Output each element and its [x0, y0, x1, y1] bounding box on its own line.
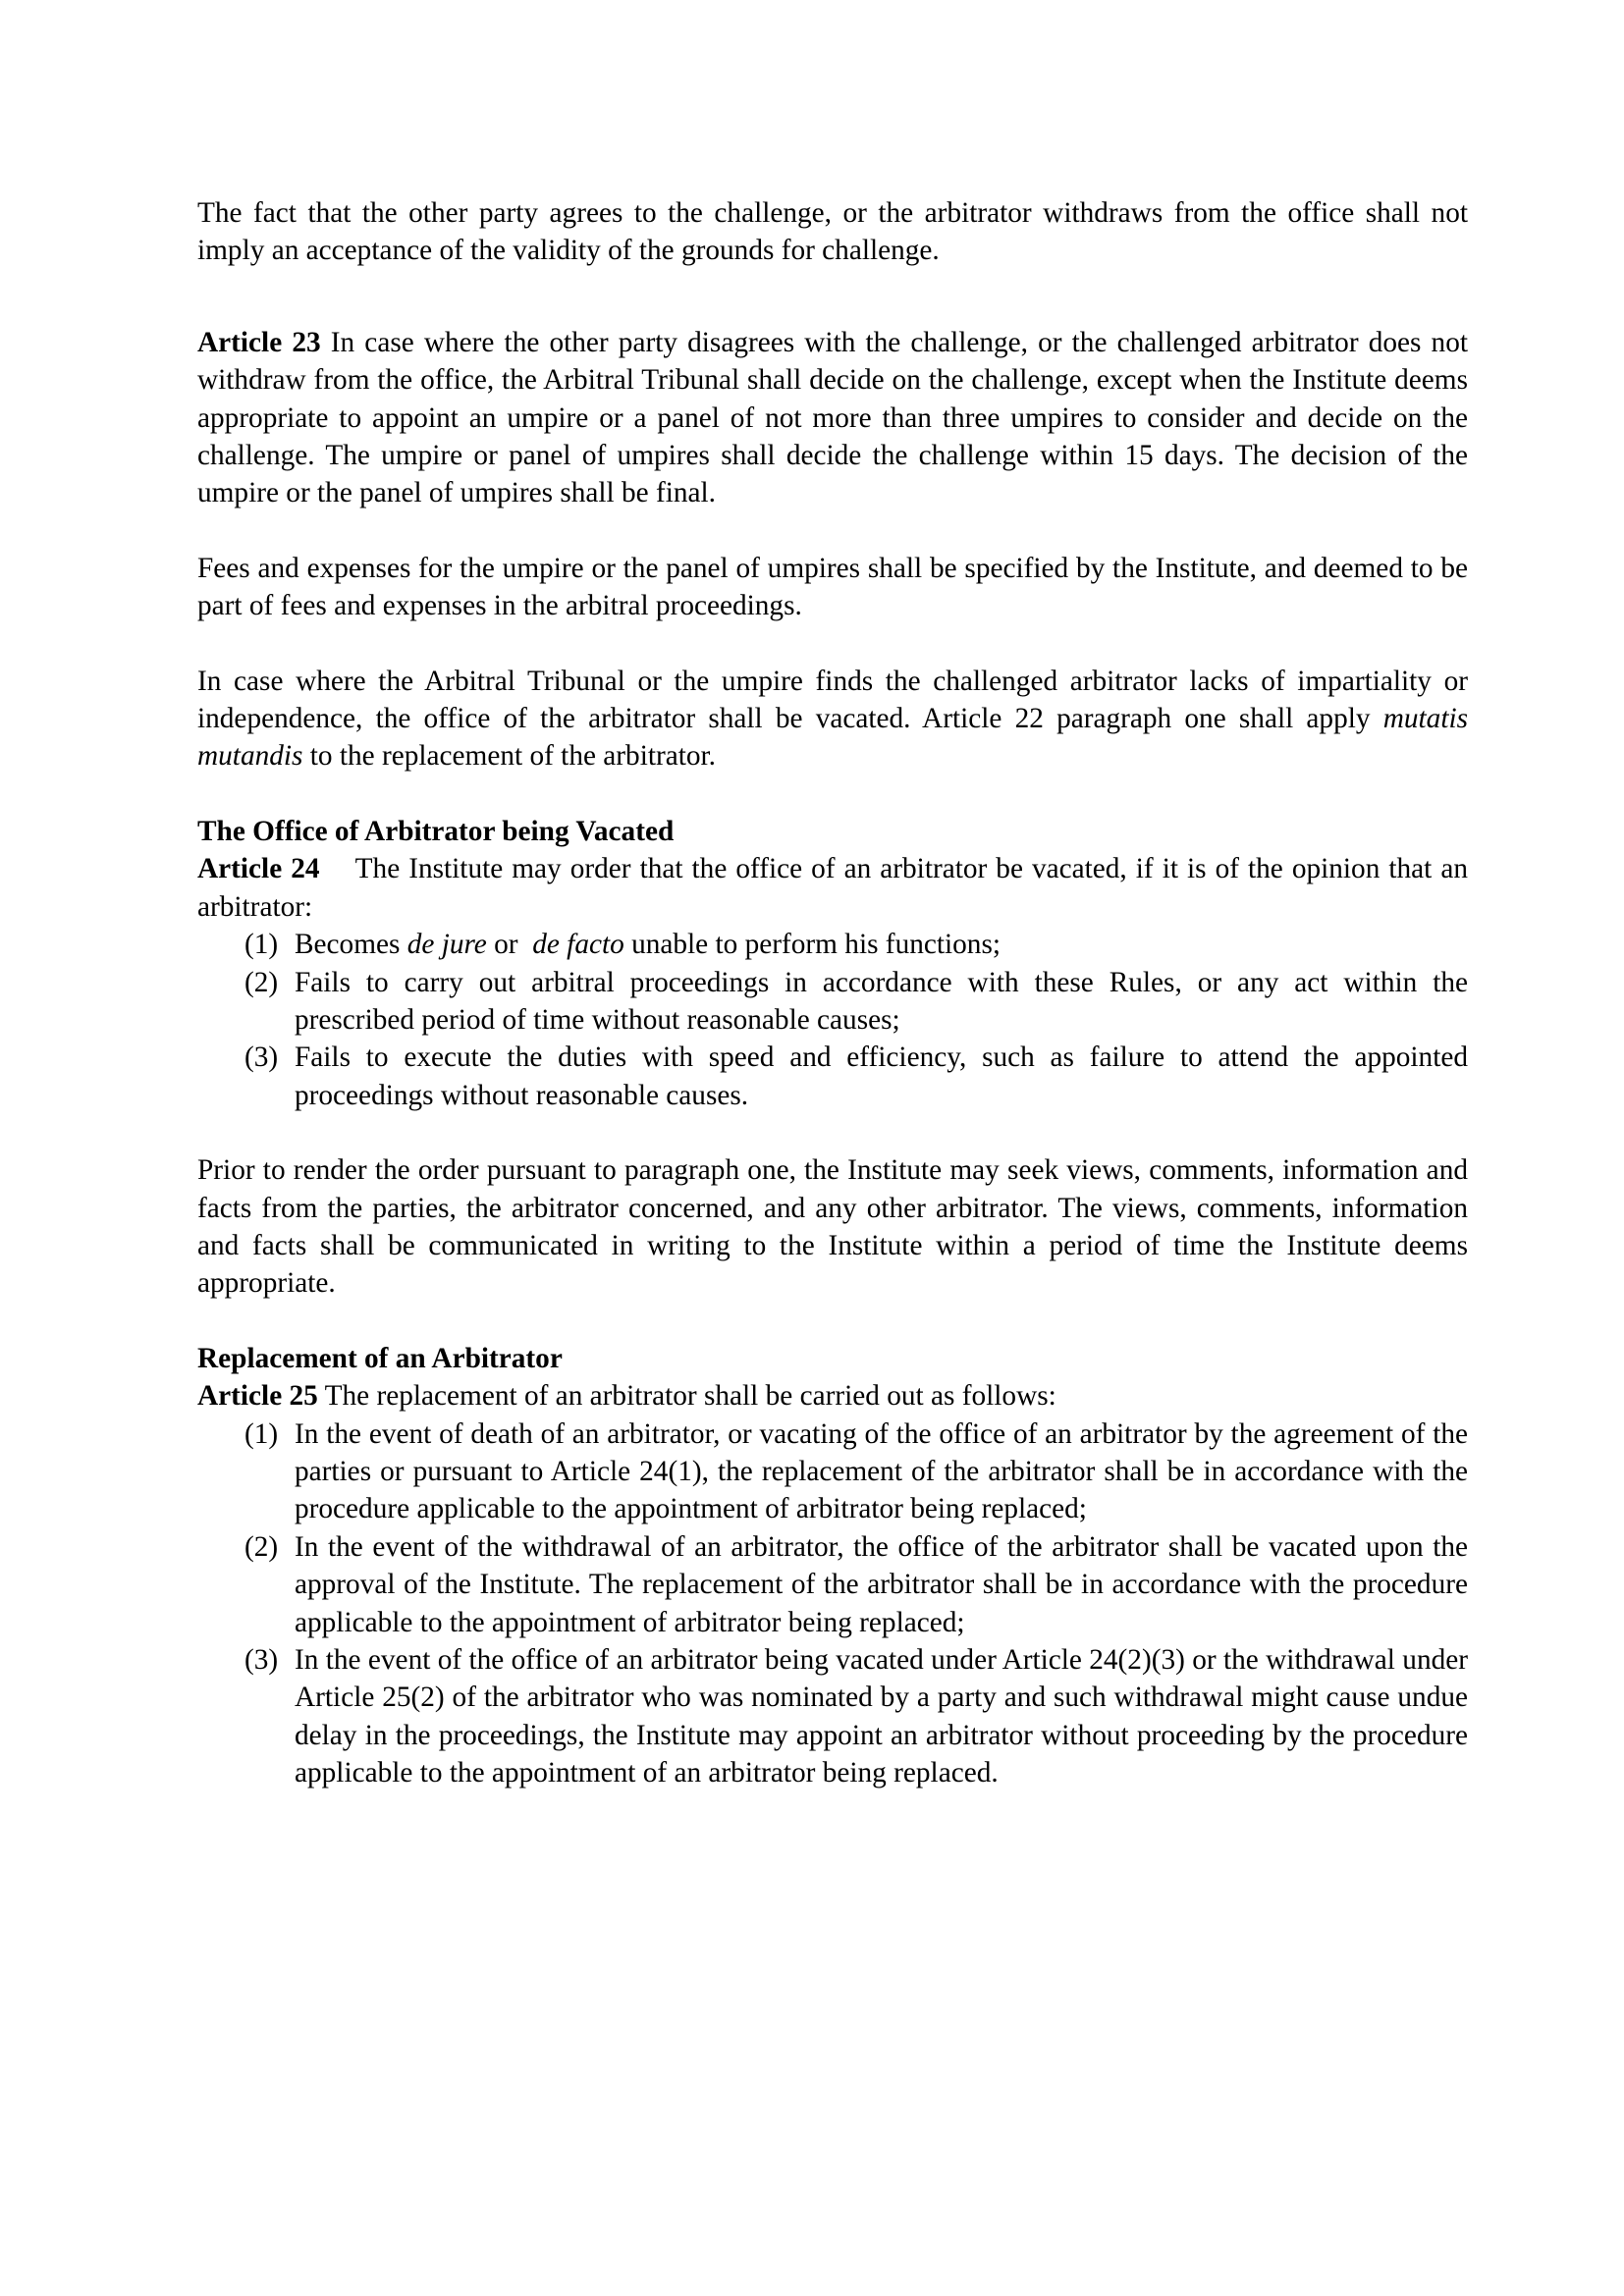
- article-24-list: [197, 926, 1468, 1114]
- paragraph-vacated-text-1: In case where the Arbitral Tribunal or the umpire finds the challenged arbitrator lacks of impartiality or independence, the office of the arbitrator shall be vacated. Article 22 paragraph one shall apply: [197, 665, 1468, 735]
- list-item-text: unable to perform his functions;: [623, 929, 1001, 961]
- article-25-list: [197, 1415, 1468, 1792]
- list-item-text: Fails to execute the duties with speed and efficiency, such as failure to attend the appointed proceedings without reasonable causes.: [295, 1041, 1468, 1111]
- list-item-number: (2): [244, 1530, 279, 1563]
- list-item-number: (1): [244, 1417, 279, 1450]
- article-23-label: Article 23: [197, 326, 321, 358]
- list-item: [197, 964, 1468, 1040]
- paragraph-vacated: [197, 663, 1468, 775]
- article-24-paragraph: [197, 850, 1468, 926]
- list-item-text: In the event of the withdrawal of an arbitrator, the office of the arbitrator shall be vacated upon the approval of the Institute. The replacement of the arbitrator shall be in accordance with the procedure applicable to the appointment of arbitrator being replaced;: [295, 1530, 1468, 1638]
- article-23-paragraph: [197, 324, 1468, 512]
- article-24-label: Article 24: [197, 853, 320, 885]
- paragraph-fees: Fees and expenses for the umpire or the panel of umpires shall be specified by the Institute, and deemed to be part of fees and expenses in the arbitral proceedings.: [197, 552, 1468, 622]
- article-23-text: In case where the other party disagrees with the challenge, or the challenged arbitrator does not withdraw from the office, the Arbitral Tribunal shall decide on the challenge, except when the Institute deems appropriate to appoint an umpire or a panel of not more than three umpires to consider and decide on the challenge. The umpire or panel of umpires shall decide the challenge within 15 days. The decision of the umpire or the panel of umpires shall be final.: [197, 326, 1468, 509]
- paragraph-prior-to-order: Prior to render the order pursuant to paragraph one, the Institute may seek views, comments, information and facts from the parties, the arbitrator concerned, and any other arbitrator. The views, comments, information and facts shall be communicated in writing to the Institute within a period of time the Institute deems appropriate.: [197, 1154, 1468, 1300]
- list-item: [197, 926, 1468, 963]
- list-item-number: (3): [244, 1644, 279, 1676]
- list-item: [197, 1641, 1468, 1792]
- section-heading-replacement: Replacement of an Arbitrator: [197, 1342, 563, 1374]
- article-25-label: Article 25: [197, 1380, 318, 1413]
- list-item-text: In the event of the office of an arbitrator being vacated under Article 24(2)(3) or the withdrawal under Article 25(2) of the arbitrator who was nominated by a party and such withdrawal might cause undue delay in the proceedings, the Institute may appoint an arbitrator without proceeding by the procedure applicable to the appointment of an arbitrator being replaced.: [295, 1644, 1468, 1789]
- de-jure-italic: de jure: [406, 929, 487, 961]
- list-item-text: or: [486, 929, 533, 961]
- list-item-number: (3): [244, 1041, 279, 1074]
- article-24-text: The Institute may order that the office of an arbitrator be vacated, if it is of the opinion that an arbitrator:: [197, 853, 1468, 923]
- list-item-number: (2): [244, 966, 279, 998]
- list-item: [197, 1415, 1468, 1528]
- list-item-number: (1): [244, 929, 279, 961]
- mutatis-mutandis-italic: mutatis mutandis: [197, 703, 1468, 773]
- list-item: [197, 1528, 1468, 1641]
- article-25-paragraph: [197, 1377, 1468, 1415]
- section-heading-office-vacated: The Office of Arbitrator being Vacated: [197, 815, 675, 847]
- list-item-text: Fails to carry out arbitral proceedings in accordance with these Rules, or any act within the prescribed period of time without reasonable causes;: [295, 966, 1468, 1036]
- list-item: [197, 1039, 1468, 1114]
- de-facto-italic: de facto: [532, 929, 624, 961]
- paragraph-vacated-text-2: to the replacement of the arbitrator.: [302, 740, 716, 773]
- document-page: [197, 194, 1468, 1792]
- paragraph-challenge-acceptance: The fact that the other party agrees to the challenge, or the arbitrator withdraws from the office shall not imply an acceptance of the validity of the grounds for challenge.: [197, 197, 1468, 267]
- list-item-text: Becomes: [295, 929, 407, 961]
- article-25-text: The replacement of an arbitrator shall be carried out as follows:: [317, 1380, 1056, 1413]
- list-item-text: In the event of death of an arbitrator, or vacating of the office of an arbitrator by the agreement of the parties or pursuant to Article 24(1), the replacement of the arbitrator shall be in accordance with the procedure applicable to the appointment of arbitrator being replaced;: [295, 1417, 1468, 1525]
